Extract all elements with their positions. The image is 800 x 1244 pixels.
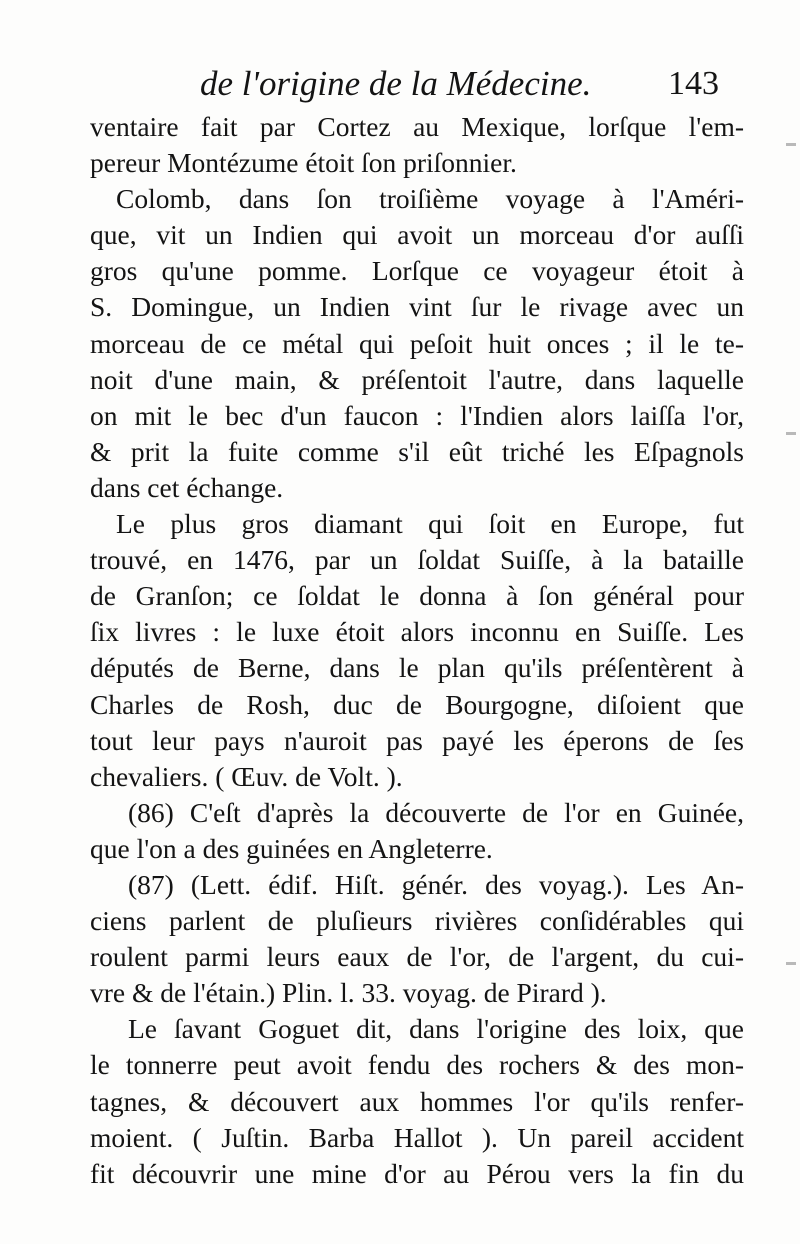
text-line: (87) (Lett. édif. Hiſt. génér. des voyag.). Les An- bbox=[128, 868, 744, 900]
text-line: & prit la fuite comme s'il eût triché les Eſpagnols bbox=[90, 435, 744, 467]
text-line: moient. ( Juſtin. Barba Hallot ). Un pareil accident bbox=[90, 1121, 744, 1153]
text-line: ciens parlent de pluſieurs rivières conſidérables qui bbox=[90, 905, 744, 937]
margin-mark bbox=[786, 143, 796, 146]
page-number: 143 bbox=[668, 65, 719, 102]
text-line: S. Domingue, un Indien vint ſur le rivage avec un bbox=[90, 291, 744, 323]
text-line: (86) C'eſt d'après la découverte de l'or en Guinée, bbox=[128, 796, 744, 828]
text-line: Le ſavant Goguet dit, dans l'origine des loix, que bbox=[128, 1013, 744, 1045]
text-line: Le plus gros diamant qui ſoit en Europe, fut bbox=[116, 508, 744, 540]
text-line: ſix livres : le luxe étoit alors inconnu en Suiſſe. Les bbox=[90, 616, 744, 648]
text-line: morceau de ce métal qui peſoit huit onces ; il le te- bbox=[90, 327, 744, 359]
text-line: que l'on a des guinées en Angleterre. bbox=[90, 832, 493, 864]
text-line: Colomb, dans ſon troiſième voyage à l'Améri- bbox=[116, 183, 744, 215]
text-line: chevaliers. ( Œuv. de Volt. ). bbox=[90, 760, 403, 792]
text-line: tagnes, & découvert aux hommes l'or qu'ils renfer- bbox=[90, 1085, 744, 1117]
body-text bbox=[90, 109, 744, 1192]
margin-mark bbox=[786, 962, 796, 965]
text-line: fit découvrir une mine d'or au Pérou vers la fin du bbox=[90, 1157, 744, 1189]
text-line: pereur Montézume étoit ſon priſonnier. bbox=[90, 147, 517, 179]
text-line: trouvé, en 1476, par un ſoldat Suiſſe, à la bataille bbox=[90, 544, 744, 576]
text-line: que, vit un Indien qui avoit un morceau d'or auſſi bbox=[90, 219, 744, 251]
text-line: députés de Berne, dans le plan qu'ils préſentèrent à bbox=[90, 652, 744, 684]
text-line: vre & de l'étain.) Plin. l. 33. voyag. de Pirard ). bbox=[90, 977, 607, 1009]
text-line: tout leur pays n'auroit pas payé les éperons de ſes bbox=[90, 724, 744, 756]
text-line: dans cet échange. bbox=[90, 471, 284, 503]
text-line: le tonnerre peut avoit fendu des rochers & des mon- bbox=[90, 1049, 744, 1081]
text-line: ventaire fait par Cortez au Mexique, lorſque l'em- bbox=[90, 111, 744, 142]
page-header bbox=[0, 58, 800, 110]
text-line: gros qu'une pomme. Lorſque ce voyageur étoit à bbox=[90, 255, 744, 287]
margin-mark bbox=[786, 432, 796, 435]
running-title: de l'origine de la Médecine. bbox=[200, 64, 592, 103]
text-line: Charles de Rosh, duc de Bourgogne, diſoient que bbox=[90, 688, 744, 720]
text-line: noit d'une main, & préſentoit l'autre, dans laquelle bbox=[90, 363, 744, 395]
text-line: de Granſon; ce ſoldat le donna à ſon général pour bbox=[90, 580, 744, 612]
text-line: on mit le bec d'un faucon : l'Indien alors laiſſa l'or, bbox=[90, 399, 744, 431]
text-line: roulent parmi leurs eaux de l'or, de l'argent, du cui- bbox=[90, 941, 744, 973]
